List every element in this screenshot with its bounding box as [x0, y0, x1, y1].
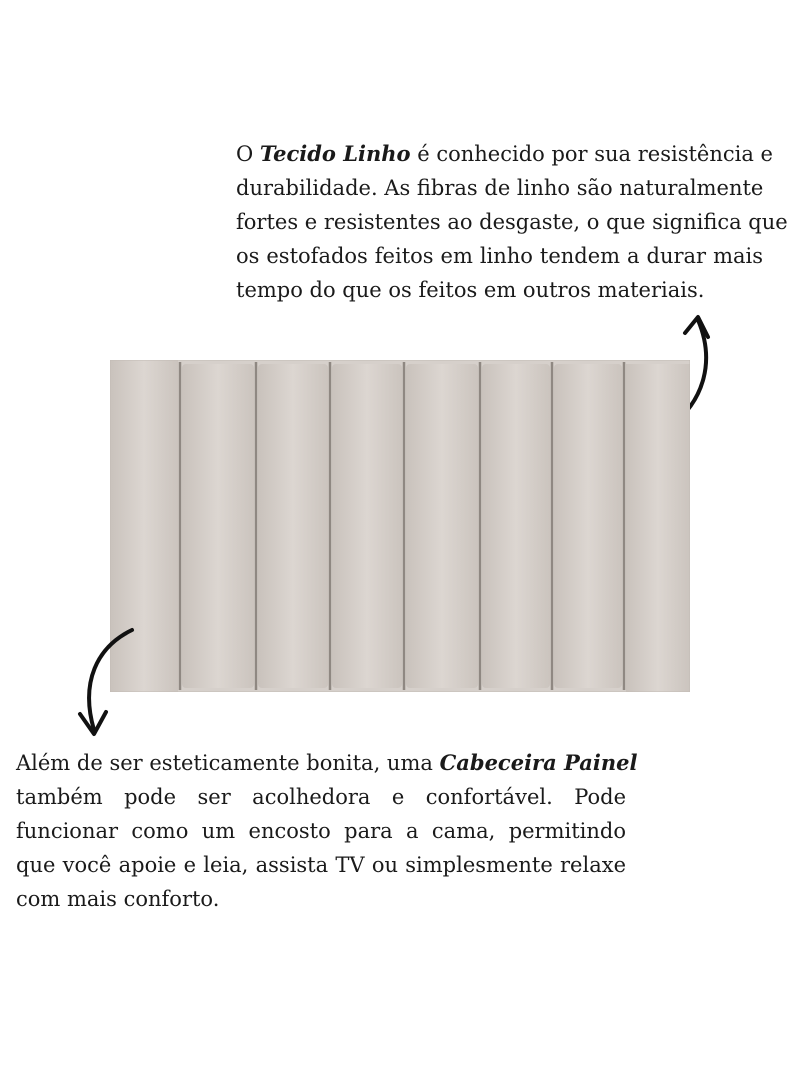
top-line-4: os estofados feitos em linho tendem a durar mais [236, 244, 763, 268]
curved-arrow-down-icon [72, 622, 142, 744]
top-intro-word: O [236, 142, 254, 166]
bottom-line-2: também pode ser acolhedora e confortável. Pode [16, 785, 626, 809]
top-line-2: durabilidade. As fibras de linho são naturalmente [236, 176, 764, 200]
cabeceira-painel-highlight: Cabeceira Painel [439, 750, 638, 775]
top-line-3: fortes e resistentes ao desgaste, o que significa que [236, 210, 788, 234]
bottom-line-1-start: Além de ser esteticamente bonita, uma [16, 751, 433, 775]
bottom-line-1 [16, 746, 638, 780]
top-line-1 [236, 137, 773, 171]
top-line-1-rest: é conhecido por sua resistência e [417, 142, 773, 166]
tecido-linho-highlight: Tecido Linho [259, 141, 411, 166]
linen-fabric-description [236, 137, 788, 307]
headboard-description [16, 746, 638, 916]
top-line-5: tempo do que os feitos em outros materiais. [236, 278, 705, 302]
bottom-line-4: que você apoie e leia, assista TV ou simplesmente relaxe [16, 853, 626, 877]
headboard-slats [110, 360, 690, 692]
headboard-panel-image [110, 360, 690, 692]
bottom-line-3: funcionar como um encosto para a cama, permitindo [16, 819, 626, 843]
bottom-line-5: com mais conforto. [16, 887, 220, 911]
